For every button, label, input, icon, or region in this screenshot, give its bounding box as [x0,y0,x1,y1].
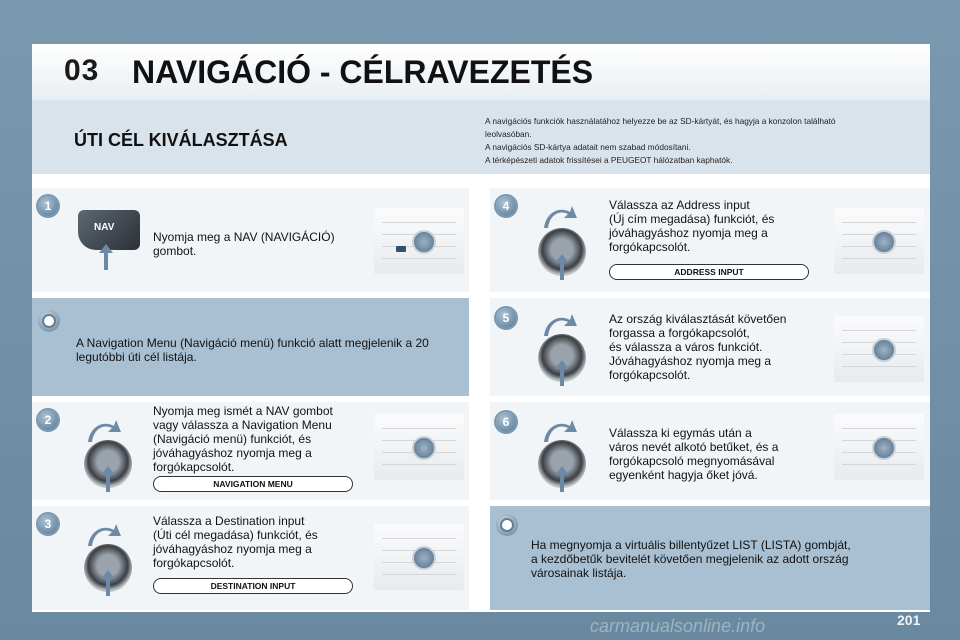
console-illustration [374,524,464,590]
step-3-line: (Úti cél megadása) funkciót, és [153,528,318,542]
nav-button-label: NAV [94,222,115,233]
step-2-line: (Navigáció menü) funkciót, és [153,432,312,446]
press-arrow-icon [554,466,570,492]
press-arrow-icon [100,466,116,492]
sd-card-info [485,115,915,167]
step-3-line: forgókapcsolót. [153,556,235,570]
step-2-text [153,404,373,474]
step-5-line: forgassa a forgókapcsolót, [609,326,750,340]
page-number: 201 [897,612,921,628]
hint-2-text [531,538,921,580]
step-5-line: és válassza a város funkciót. [609,340,763,354]
lightbulb-icon [496,514,518,536]
hint-2-line: a kezdőbetűk bevitelét követően megjelenik az adott ország [531,552,849,566]
watermark: carmanualsonline.info [590,616,766,636]
hint-1-line: A Navigation Menu (Navigáció menü) funkció alatt megjelenik a 20 [76,336,429,350]
console-illustration [374,414,464,480]
step-1-badge: 1 [38,196,58,216]
step-2-line: Nyomja meg ismét a NAV gombot [153,404,333,418]
press-arrow-icon [98,244,114,270]
step-5-badge: 5 [496,308,516,328]
step-3-text [153,514,373,570]
console-illustration [834,208,924,274]
step-3-badge: 3 [38,514,58,534]
press-arrow-icon [554,254,570,280]
step-6-line: Válassza ki egymás után a [609,426,752,440]
step-2-line: jóváhagyáshoz nyomja meg a [153,446,312,460]
step-5-line: Jóváhagyáshoz nyomja meg a [609,354,772,368]
step-2-line: vagy válassza a Navigation Menu [153,418,332,432]
step-2-badge: 2 [38,410,58,430]
console-illustration [834,414,924,480]
step-1-line: Nyomja meg a NAV (NAVIGÁCIÓ) [153,230,335,244]
destination-input-label: DESTINATION INPUT [153,578,353,594]
step-5-text [609,312,829,382]
step-3-line: jóváhagyáshoz nyomja meg a [153,542,312,556]
step-4-badge: 4 [496,196,516,216]
step-1-line: gombot. [153,244,197,258]
step-6-line: város nevét alkotó betűket, és a [609,440,779,454]
step-3-line: Válassza a Destination input [153,514,305,528]
lightbulb-icon [38,310,60,332]
console-illustration [834,316,924,382]
step-5-line: forgókapcsolót. [609,368,691,382]
section-title: ÚTI CÉL KIVÁLASZTÁSA [74,130,288,150]
info-line: leolvasóban. [485,129,532,139]
step-6-line: egyenként hagyja őket jóvá. [609,468,758,482]
step-6-line: forgókapcsoló megnyomásával [609,454,775,468]
hint-2-line: Ha megnyomja a virtuális billentyűzet LIST (LISTA) gombját, [531,538,851,552]
info-line: A navigációs SD-kártya adatait nem szabad módosítani. [485,142,691,152]
step-6-text [609,426,829,482]
press-arrow-icon [100,570,116,596]
step-6-badge: 6 [496,412,516,432]
info-line: A térképészeti adatok frissítései a PEUGEOT hálózatban kaphatók. [485,155,733,165]
chapter-number: 03 [64,54,100,87]
step-4-line: forgókapcsolót. [609,240,691,254]
step-4-line: jóváhagyáshoz nyomja meg a [609,226,768,240]
step-1-text [153,230,373,258]
step-2-line: forgókapcsolót. [153,460,235,474]
press-arrow-icon [554,360,570,386]
hint-2-line: városainak listája. [531,566,627,580]
info-line: A navigációs funkciók használatához helyezze be az SD-kártyát, és hagyja a konzolon található [485,116,836,126]
page-title: NAVIGÁCIÓ - CÉLRAVEZETÉS [132,54,594,90]
step-4-text [609,198,829,254]
console-illustration [374,208,464,274]
step-4-line: Válassza az Address input [609,198,750,212]
hint-1-line: legutóbbi úti cél listája. [76,350,197,364]
rotate-arrow-icon [542,204,578,230]
step-4-line: (Új cím megadása) funkciót, és [609,212,775,226]
step-5-line: Az ország kiválasztását követően [609,312,787,326]
navigation-menu-label: NAVIGATION MENU [153,476,353,492]
address-input-label: ADDRESS INPUT [609,264,809,280]
hint-1-text [76,336,456,364]
